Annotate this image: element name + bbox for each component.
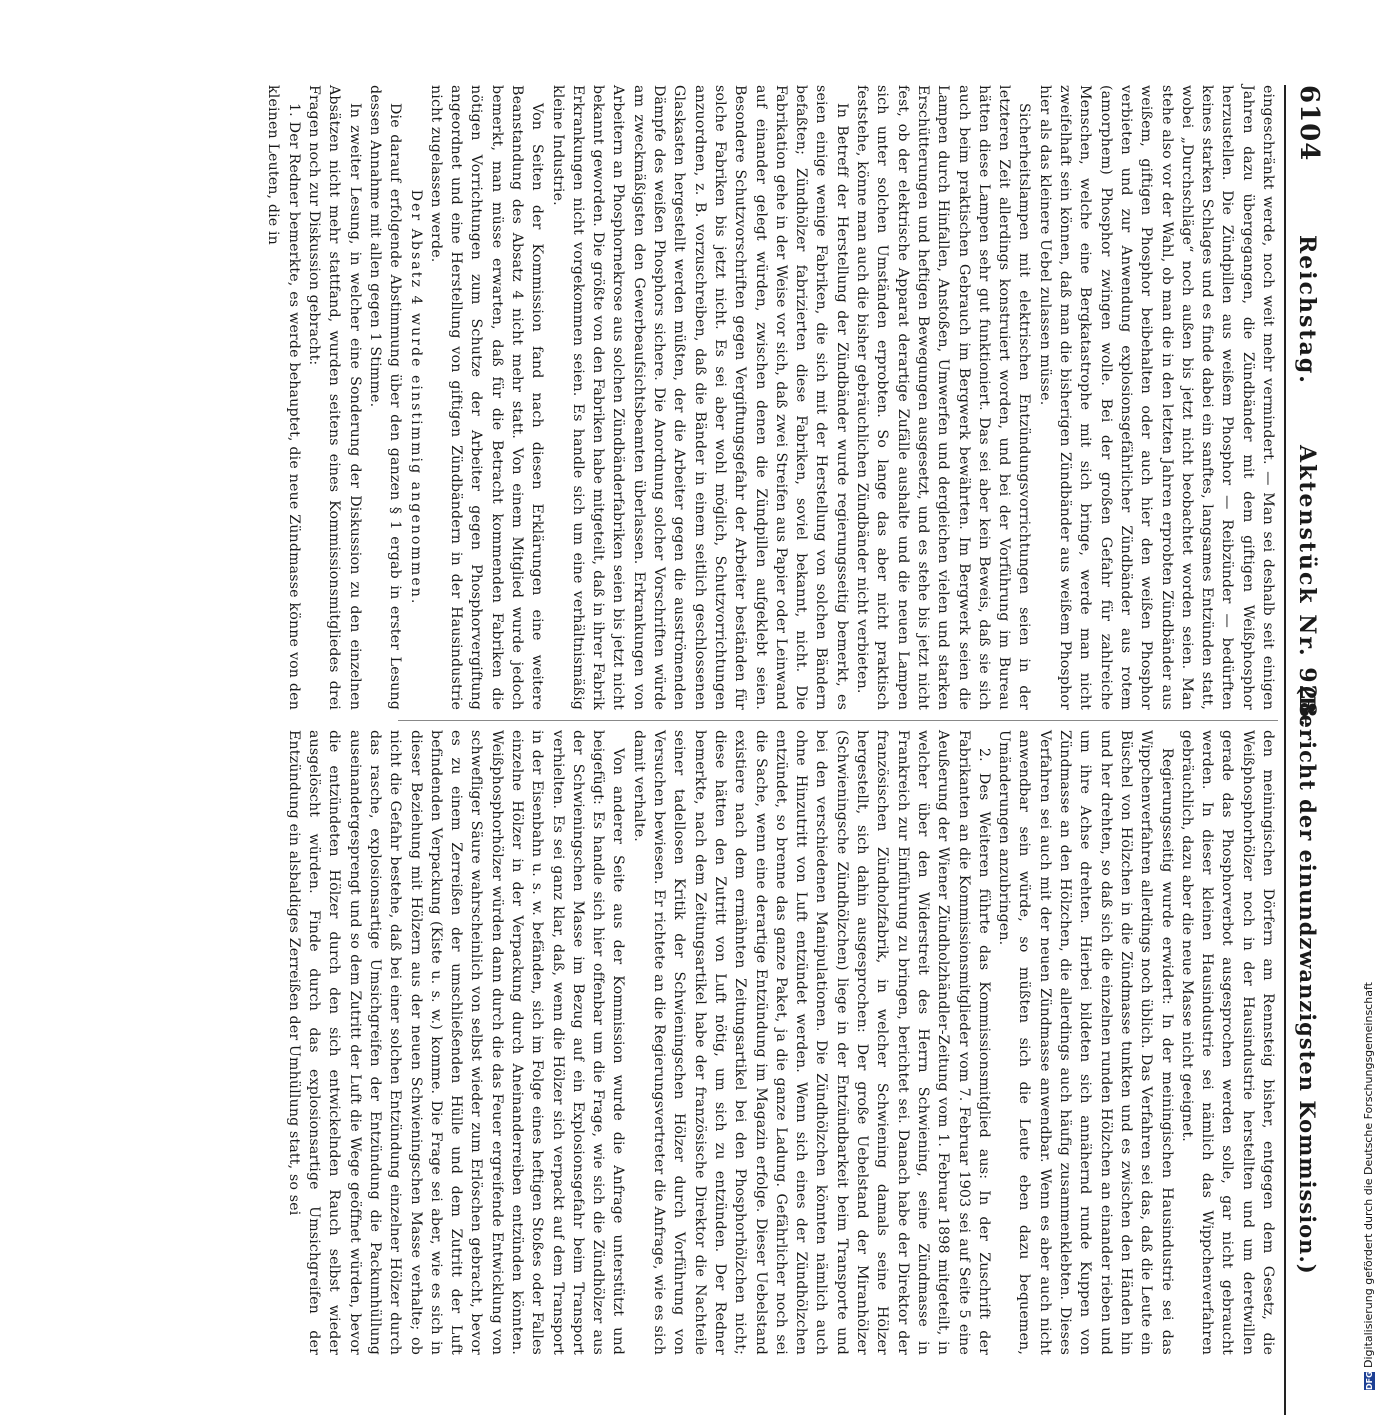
header-rule <box>1284 85 1286 1415</box>
paragraph: Von anderer Seite aus der Kommission wurde die Anfrage unterstützt und beigefügt: Es handle sich hier offenbar um die Frage, wie sich die Zündhölzer aus der Schwieningschen Masse im Bezug auf ein Explosionsgefahr beim Transport verhielten. Es sei ganz klar, daß, wenn die Hölzer sich verpackt auf dem Transport in der Eisenbahn u. s. w. befänden, sich im Folge eines heftigen Stoßes oder Falles einzelne Hölzer in der Verpackung durch Aneinanderreiben entzünden könnten. Weißphosphorhölzer würden dann durch die das Feuer ergreifende Entwicklung von schwefliger Säure wahrscheinlich von selbst wieder zum Erlöschen gebracht, bevor es zu einem Zerreißen der umschließenden Hülle und dem Zutritt der Luft befindenden Verpackung (Kiste u. s. w.) komme. Die Frage sei aber, wie es sich in dieser Beziehung mit Hölzern aus der neuen Schwieningschen Masse verhalte; ob nicht die Gefahr bestehe, daß bei einer solchen Entzündung einzelner Hölzer durch das rasche, explosionsartige Umsichgreifen der Entzündung die Packumhüllung auseinandergesprengt und so dem Zutritt der Luft die Wege geöffnet würden, bevor die entzündeten Hölzer durch den sich entwickelnden Rauch selbst wieder ausgelöscht würden. Finde durch das explosionsartige Umsichgreifen der Entzündung ein alsbaldiges Zerreißen der Umhüllung statt, so sei <box>285 730 627 1355</box>
left-column <box>263 85 1278 710</box>
paragraph: In Betreff der Herstellung der Zündbänder wurde regierungsseitig bemerkt, es seien einige wenige Fabriken, die sich mit der Herstellung von solchen Bändern befaßten; Zündhölzer fabrizierten diese Fabriken, soviel bekannt, nicht. Die Fabrikation gehe in der Weise vor sich, daß zwei Streifen aus Papier oder Leinwand auf einander gelegt würden, zwischen denen die Zündpillen aufgeklebt seien. Besondere Schutzvorschriften gegen Vergiftungsgefahr der Arbeiter beständen für solche Fabriken bis jetzt nicht. Es sei aber wohl möglich, Schutzvorrichtungen anzuordnen, z. B. vorzuschreiben, daß die Bänder in einem seitlich geschlossenen Glaskasten hergestellt werden müßten, der die Arbeiter gegen die ausströmenden Dämpfe des weißen Phosphors sichere. Die Anordnung solcher Vorschriften würde am zweckmäßigsten den Gewerbeaufsichtsbeamten überlassen. Erkrankungen von Arbeitern an Phosphornekrose aus solchen Zündbänderfabriken seien bis jetzt nicht bekannt geworden. Die größte von den Fabriken habe mitgeteilt, daß in ihrer Fabrik Erkrankungen nicht vorgekommen seien. Es handle sich um eine verhältnismäßig kleine Industrie. <box>549 85 850 710</box>
footer-text: Digitalisierung gefördert durch die Deutsche Forschungsgemeinschaft <box>1362 982 1375 1368</box>
header-right: (Bericht der einundzwanzigsten Kommission.) <box>1295 685 1320 1275</box>
paragraph: den meiningischen Dörfern am Rennsteig bisher, entgegen dem Gesetz, die Weißphosphorhölzer noch in der Hausindustrie herstellten und um deretwillen gerade das Phosphorverbot ausgesprochen werden solle, gar nicht gebraucht werden. In dieser kleinen Hausindustrie sei nämlich das Wippchenverfahren gebräuchlich, dazu aber die neue Masse nicht geeignet. <box>1178 730 1276 1355</box>
footer-credit <box>1362 982 1375 1390</box>
right-column <box>283 730 1278 1355</box>
paragraph: Von Seiten der Kommission fand nach diesen Erklärungen eine weitere Beanstandung des Absatz 4 nicht mehr statt. Von einem Mitglied wurde jedoch bemerkt, man müsse erwarten, daß für die Betracht kommenden Fabriken die nötigen Vorrichtungen zum Schutze der Arbeiter gegen Phosphorvergiftung angeordnet und eine Herstellung von giftigen Zündbändern in der Hausindustrie nicht zugelassen werde. <box>427 85 546 710</box>
column-divider <box>398 720 1278 721</box>
paragraph: 1. Der Redner bemerkte, es werde behauptet, die neue Zündmasse könne von den kleinen Leuten, die in <box>265 85 302 710</box>
paragraph: Regierungsseitig wurde erwidert: In der meiningischen Hausindustrie sei das Wippchenverfahren allerdings noch üblich. Das Verfahren sei das, daß die Leute ein Büschel von Hölzchen in die Zündmasse tunkten und es zwischen den Händen hin und her drehten, so daß sich die einzelnen runden Hölzchen an einander rieben und um ihre Achse drehten. Hierbei bildeten sich annähernd runde Kuppen von Zündmasse an den Hölzchen, die allerdings auch häufig zusammenklebten. Dieses Verfahren sei auch mit der neuen Zündmasse anwendbar. Wenn es aber auch nicht anwendbar sein würde, so müßten sich die Leute eben dazu bequemen, Umänderungen anzubringen. <box>996 730 1175 1355</box>
header-left: Reichstag. <box>1294 235 1320 385</box>
paragraph: Die darauf erfolgende Abstimmung über den ganzen § 1 ergab in erster Lesung dessen Annahme mit allen gegen 1 Stimme. <box>366 85 404 710</box>
rotated-page <box>0 40 1330 1355</box>
paragraph: 2. Des Weiteren führte das Kommissionsmitglied aus: In der Zuschrift der Fabrikanten an die Kommissionsmitglieder vom 7. Februar 1903 sei auf Seite 5 eine Aeußerung der Wiener Zündholzhändler-Zeitung vom 1. Februar 1898 mitgeteilt, in welcher über den Widerstreit des Herrn Schwiening, seine Zündmasse in Frankreich zur Einführung zu bringen, berichtet sei. Danach habe der Direktor der französischen Zündholzfabrik, in welcher Schwiening damals seine Hölzer hergestellt, sich dahin ausgesprochen: Der große Uebelstand der Miranhölzer (Schwieningsche Zündhölzchen) liege in der Entzündbarkeit beim Transporte und bei den verschiedenen Manipulationen. Die Zündhölzchen könnten nämlich auch ohne Hinzutritt von Luft entzündet werden. Wenn sich eines der Zündhölzchen entzündet, so brenne das ganze Paket, ja die ganze Ladung. Gefährlicher noch sei die Sache, wenn eine derartige Entzündung im Magazin erfolge. Dieser Uebelstand existiere nach dem ermähnten Zeitungsartikel bei den Phosphorhölzchen nicht; diese hätten den Zutritt von Luft nötig, um sich zu entzünden. Der Redner bemerkte, nach dem Zeitungsartikel habe der französische Direktor die Nachteile seiner tadellosen Kritik der Schwieningschen Hölzer durch Vorführung von Versuchen bewiesen. Er richtete an die Regierungsvertreter die Anfrage, wie es sich damit verhalte. <box>630 730 992 1355</box>
paragraph: eingeschränkt werde, noch weit mehr vermindert. — Man sei deshalb seit einigen Jahren dazu übergegangen, die Zündbänder mit dem giftigen Weißphosphor herzustellen. Die Zündpillen aus weißem Phosphor — Reibzünder — bedürften keines starken Schlages und es finde dabei ein sanftes, langsames Entzünden statt, wobei „Durchschläge“ noch außen bis jetzt nicht beobachtet worden seien. Man stehe also vor der Wahl, ob man die in den letzten Jahren erprobten Zündbänder aus weißem, giftigen Phosphor beibehalten oder auch hier den weißen Phosphor verbieten und zur Anwendung explosionsgefährlicher Zündbänder aus rotem (amorphem) Phosphor zwingen wolle. Bei der großen Gefahr für zahlreiche Menschen, welche eine Bergkatastrophe mit sich bringe, werde man nicht zweifelhaft sein können, daß man die bisherigen Zündbänder aus weißem Phosphor hier als das kleinere Uebel zulassen müsse. <box>1036 85 1276 710</box>
paragraph: In zweiter Lesung, in welcher eine Sonderung der Diskussion zu den einzelnen Absätzen nicht mehr stattfand, wurden seitens eines Kommissionsmitgliedes drei Fragen noch zur Diskussion gebracht: <box>306 85 363 710</box>
page-number: 6104 <box>1294 85 1324 162</box>
header-center: Aktenstück Nr. 928. <box>1294 445 1320 729</box>
paragraph: Sicherheitslampen mit elektrischen Entzündungsvorrichtungen seien in der letzteren Zeit allerdings konstruiert worden, und bei der Vorführung im Bureau hätten diese Lampen sehr gut funktioniert. Das sei aber kein Beweis, daß sie sich auch beim praktischen Gebrauch im Bergwerk bewährten. Im Bergwerk seien die Lampen durch Hinfallen, Anstoßen, Umwerfen und dergleichen vielen und starken Erschütterungen und heftigen Bewegungen ausgesetzt, und es stehe bis jetzt nicht fest, ob der elektrische Apparat derartige Zufälle aushalte und die neuen Lampen sich unter solchen Umständen erprobten. So lange das aber nicht praktisch feststehe, könne man auch die bisher gebräuchlichen Zündbänder nicht verbieten. <box>854 85 1033 710</box>
page-header <box>1290 85 1330 1275</box>
dfg-logo-icon: DFG <box>1364 1371 1374 1390</box>
paragraph: Der Absatz 4 wurde einstimmig angenommen. <box>407 189 424 606</box>
